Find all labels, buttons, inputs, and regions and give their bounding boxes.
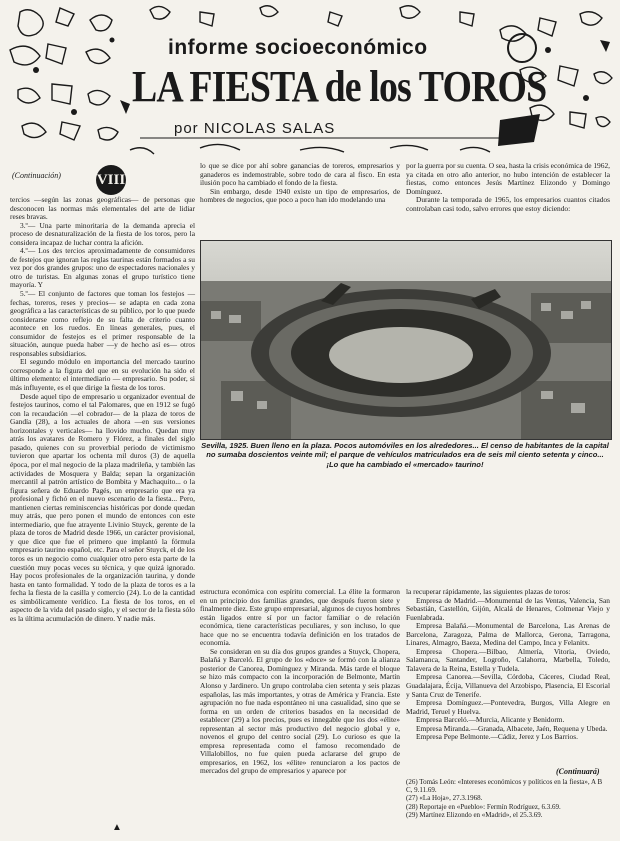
- paragraph: la recuperar rápidamente, las siguientes plazas de toros:: [406, 587, 571, 596]
- paragraph: Empresa de Madrid.—Monumental de las Ventas, Valencia, San Sebastián, Castellón, Gijón, Alcalá de Henares, Colmenar Viejo y Fuenlabrada.: [406, 595, 610, 622]
- footnotes: [406, 778, 610, 819]
- paragraph: Empresa Miranda.—Granada, Albacete, Jaén, Requena y Ubeda.: [416, 723, 608, 733]
- section-kicker: informe socioeconómico: [168, 36, 428, 59]
- column-3-top: [406, 162, 610, 213]
- footnote: (28) Reportaje en «Pueblo»: Fermín Rodríguez, 6.3.69.: [406, 802, 561, 811]
- footnote: (29) Martínez Elizondo en «Madrid», el 25.3.69.: [406, 810, 543, 819]
- column-1: [10, 196, 195, 623]
- paragraph: 3.º— Una parte minoritaria de la demanda aprecia el proceso de desnaturalización de la fiesta de los toros, pero la considera incapaz de luchar contra la afición.: [10, 220, 195, 247]
- photo-caption: Sevilla, 1925. Buen lleno en la plaza. Pocos automóviles en los alrededores... El censo de habitantes de la capital no sumaba doscientos veinte mil; el parque de vehículos matriculados era de seis mil ciento setenta y cinco... ¡Lo que ha cambiado el «mercado» taurino!: [201, 441, 609, 469]
- paragraph: Empresa Pepe Belmonte.—Cádiz, Jerez y Los Barrios.: [416, 732, 578, 742]
- paragraph: Desde aquel tipo de empresario u organizador eventual de festejos taurinos, como el tal Palomares, que en 1912 se fugó con la recaudación —el cobrador— de la plaza de toros de Gandía (28), a los actuales de ahora —en sus versiones horizontales y verticales— ha llovido mucho. Quedan muy atrás los avatares de Romero y Flórez, a finales del siglo pasado, quienes con su proverbial periodo de victimismo tuvieron que apartar los ochenta mil duros (3) de aquella época, por el mal negocio de la plaza madrileña, y también las actividades de Mosquera y Balda; sepan la organización mercantil al patrón artístico de Bombita y Machaquito... o la figura señera de Eduardo Pagés, un empresario que era ya profesional y fichó en el nuevo escenario de la fiesta... Pero, mantienen ciertas reminiscencias históricas por donde quedan muy atrás, que pero ponen el mundo de entonces con este intermediario, que fue atrayente Livinio Stuyck, gerente de la plaza de toros de Madrid desde 1966, un carácter provisional, y que dice que fue el primero que implantó la fórmula empresario taurino español, etc. Para el señor Stuyck, el de los toros es un negocio como cualquier otro pero esta parte de la cuestión muy pocas veces su técnica, y que quizá ignorado. Hay pocos profesionales de la organización taurina, y donde hasta en tanto formalidad. Y todo de la plaza de toros es a la fecha la fiesta de la casilla y comercio (24). Lo de la cantidad es simbólicamente verídico. La fiesta de los toros, en el aspecto de la vida del pasado siglo, y el sector de la fiesta sólo es la última acumulación de dinero. Y nadie más.: [10, 391, 195, 623]
- paragraph: Durante la temporada de 1965, los empresarios cuantos citados controlaban casi todo, salvo errores que estoy diciendo:: [406, 195, 610, 213]
- paragraph: por la guerra por su cuenta. O sea, hasta la crisis económica de 1962, ya citada en otro año anterior, no hubo intención de establecer la fiestas, como entonces Jesús Martínez Elizondo y Domingo Domínguez.: [406, 161, 610, 196]
- paragraph: Empresa Chopera.—Bilbao, Almería, Vitoria, Oviedo, Salamanca, Santander, Logroño, Calahorra, Marbella, Toledo, Talavera de la Reina, Estella y Tudela.: [406, 646, 610, 673]
- paragraph: 5.º— El conjunto de factores que toman los festejos —fechas, toreros, reses y precios— se adapta en cada zona geográfica a las características de su público, por lo que puede considerarse como reflejo de su falta de criterio cuanto acontece en los ruedos. En líneas generales, pues, el consumidor de festejos es el primer responsable de la situación, aunque pueda haber —y de hecho así es— otros responsables subsidiarios.: [10, 289, 195, 358]
- column-2-top: [200, 162, 400, 205]
- paragraph: Empresa Barceló.—Murcia, Alicante y Benidorm.: [416, 715, 565, 725]
- paragraph: Empresa Canorea.—Sevilla, Córdoba, Cáceres, Ciudad Real, Guadalajara, Écija, Villanueva del Arzobispo, Plasencia, El Escorial y Santa Cruz de Tenerife.: [406, 672, 610, 699]
- masthead: [0, 0, 620, 160]
- paragraph: Sin embargo, desde 1940 existe un tipo de empresarios, de hombres de negocios, que poco a poco han ido modelando una: [200, 186, 400, 205]
- article-headline: LA FIESTA de los TOROS: [132, 62, 547, 111]
- column-2-bottom: [200, 588, 400, 776]
- bullring-photo: [200, 240, 612, 440]
- paragraph: Se consideran en su día dos grupos grandes a Stuyck, Chopera, Balañá y Barceló. El grupo de los «doce» se formó con la alianza posterior de Canorea, Domínguez y Miranda. Más tarde el bloque se hizo más compacto con la incorporación de Belmonte, Martín Alonso y Jardinero. Un grupo controlaba cien setenta y seis plazas españolas, las más importantes, y otras de América y Francia. Este agrupación no fue nada espontáneo ni una casualidad, sino que se forma en un orden de criterios basados en la necesidad de establecer (29) a los precios, pues es innegable que los dos «élite» representan al sector más productivo del negocio global y e, novenos el grupo del centro social (29). Lo curioso es que la empresa representada como el famoso recomendado de Villalobillos, no fue quien pueda aclararse del grupo de empresarios, en 1962, los «élite» renunciaron a los pactos de mercados del grupo de empresarios y aparece por: [200, 646, 400, 776]
- bullring-aerial-illustration: [201, 241, 611, 439]
- article-byline: por NICOLAS SALAS: [174, 120, 336, 137]
- paragraph: Empresa Domínguez.—Pontevedra, Burgos, Villa Alegre en Madrid, Teruel y Huelva.: [406, 698, 610, 716]
- part-number-badge: VIII: [96, 165, 126, 195]
- column-3-bottom: [406, 588, 610, 742]
- continuation-label: (Continuación): [12, 171, 61, 180]
- paragraph: El segundo módulo en importancia del mercado taurino corresponde a la figura del que en su evolución ha sido el último elemento: el intermediario — empresario. Su poder, si más influyente, es el que dirige la fiesta de los toros.: [10, 357, 195, 393]
- footnote: (27) «La Hoja», 27.3.1968.: [406, 794, 483, 803]
- paragraph: 4.º— Los des tercios aproximadamente de consumidores de festejos que ignoran las reglas taurinas están formados a su vez por dos grandes grupos: uno de espectadores nacionales y otro de turistas. En algunas zonas el grupo turístico tiene mayoría. Y: [10, 246, 195, 290]
- footnote: (26) Tomás León: «Intereses económicos y políticos en la fiesta», A B C, 9.11.69.: [406, 778, 603, 795]
- paragraph: estructura económica con espíritu comercial. La élite la formaron en un principio dos familias grandes, que después fueron siete y finalmente diez. Este grupo empresarial, algunos de cuyos hombres están ligados entre sí por un factor familiar o de relación económica, tiene características peculiares, y son incluso, lo que hace que no se encuentra todavía definición en los tratados de economía.: [200, 587, 400, 648]
- paragraph: tercios —según las zonas geográficas— de personas que desconocen las normas más elementales del arte de lidiar reses bravas.: [10, 195, 195, 222]
- bottom-triangle-icon: ▲: [112, 822, 122, 833]
- paragraph: Empresa Balañá.—Monumental de Barcelona, Las Arenas de Barcelona, Zaragoza, Palma de Mallorca, Gerona, Tarragona, Linares, Almagro, Baeza, Medina del Campo, Inca y Felanitx.: [406, 621, 610, 648]
- paragraph: lo que se dice por ahí sobre ganancias de toreros, empresarios y ganaderos es indemostrable, sobre todo de cara al fisco. En esta ilusión poco ha cambiado el fondo de la fiesta.: [200, 161, 400, 188]
- continued-label: (Continuará): [556, 767, 600, 776]
